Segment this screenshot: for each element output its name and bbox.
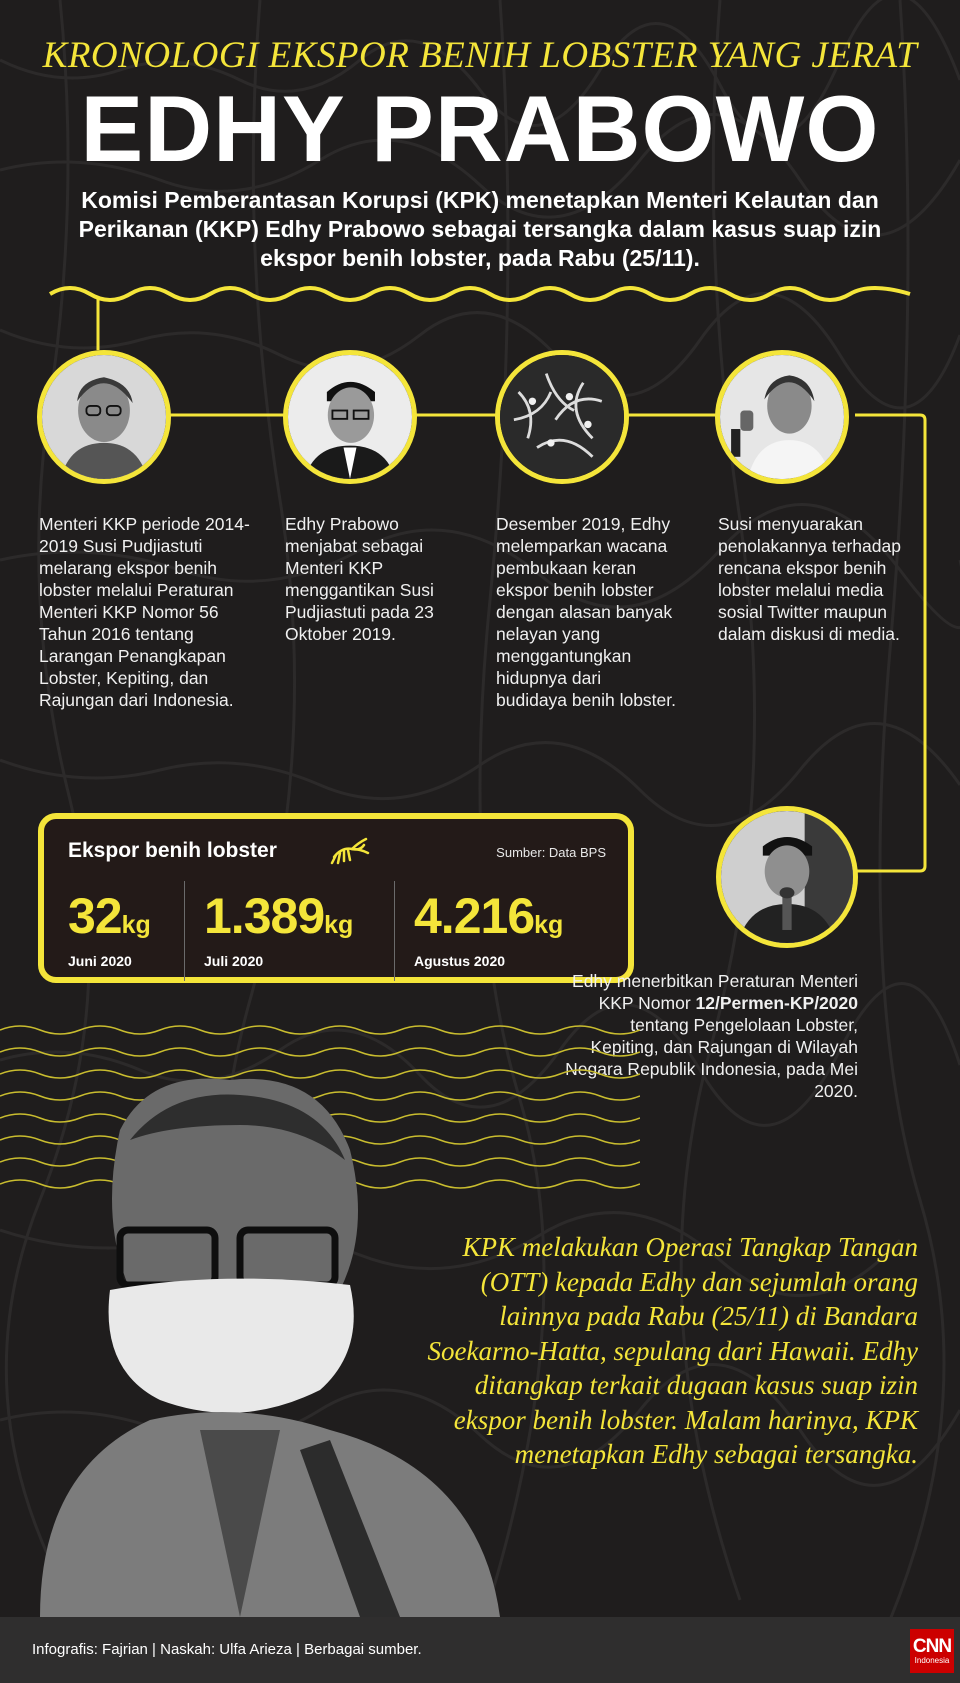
credits: Infografis: Fajrian | Naskah: Ulfa Arieza | Berbagai sumber. — [32, 1641, 422, 1658]
page-title: EDHY PRABOWO — [80, 76, 880, 181]
susi-speaking-photo — [715, 350, 849, 484]
stats-source: Sumber: Data BPS — [496, 845, 606, 860]
page-subtitle: KRONOLOGI EKSPOR BENIH LOBSTER YANG JERAT — [42, 35, 918, 76]
timeline-text-4: Susi menyuarakan penolakannya terhadap rencana ekspor benih lobster melalui media sosial Twitter maupun dalam diskusi di media. — [718, 514, 901, 644]
stat-label-august: Agustus 2020 — [414, 953, 506, 969]
timeline-text-2: Edhy Prabowo menjabat sebagai Menteri KKP menggantikan Susi Pudjiastuti pada 23 Oktober 2019. — [285, 514, 434, 644]
stat-label-july: Juli 2020 — [204, 953, 264, 969]
stat-value-july: 1.389kg — [204, 888, 354, 944]
timeline-text-3: Desember 2019, Edhy melemparkan wacana pembukaan keran ekspor benih lobster dengan alasan banyak nelayan yang menggantungkan hidupnya dari budidaya benih lobster. — [496, 514, 676, 710]
cnn-indonesia-logo — [910, 1629, 954, 1673]
lobster-export-stats — [38, 813, 634, 983]
stat-divider — [184, 881, 185, 981]
edhy-regulation-text: Edhy menerbitkan Peraturan Menteri KKP Nomor 12/Permen-KP/2020 tentang Pengelolaan Lobster, Kepiting, dan Rajungan di Wilayah Negara Republik Indonesia, pada Mei 2020. — [565, 971, 858, 1101]
edhy-prabowo-portrait — [283, 350, 417, 484]
stat-value-august: 4.216kg — [414, 888, 564, 944]
edhy-speaking-photo — [716, 806, 858, 948]
ott-quote: KPK melakukan Operasi Tangkap Tangan (OTT) kepada Edhy dan sejumlah orang lainnya pada Rabu (25/11) di Bandara Soekarno-Hatta, sepulang dari Hawaii. Edhy ditangkap terkait dugaan kasus suap izin ekspor benih lobster. Malam harinya, KPK menetapkan Edhy sebagai tersangka. — [427, 1232, 918, 1469]
stat-divider — [394, 881, 395, 981]
footer — [0, 1617, 960, 1683]
intro-text: Komisi Pemberantasan Korupsi (KPK) menetapkan Menteri Kelautan dan Perikanan (KKP) Edhy Prabowo sebagai tersangka dalam kasus suap izin ekspor benih lobster, pada Rabu (25/11). — [78, 187, 882, 271]
lobster-icon — [330, 833, 370, 867]
susi-pudjiastuti-portrait — [37, 350, 171, 484]
stat-label-june: Juni 2020 — [68, 953, 132, 969]
logo-main-text: CNN — [912, 1636, 952, 1657]
timeline-text-1: Menteri KKP periode 2014-2019 Susi Pudjiastuti melarang ekspor benih lobster melalui Peraturan Menteri KKP Nomor 56 Tahun 2016 tentang Larangan Penangkapan Lobster, Kepiting, dan Rajungan dari Indonesia. — [39, 514, 250, 710]
stats-title: Ekspor benih lobster — [68, 839, 277, 862]
logo-sub-text: Indonesia — [914, 1656, 950, 1665]
lobster-seeds-photo — [495, 350, 629, 484]
stat-value-june: 32kg — [68, 888, 151, 944]
